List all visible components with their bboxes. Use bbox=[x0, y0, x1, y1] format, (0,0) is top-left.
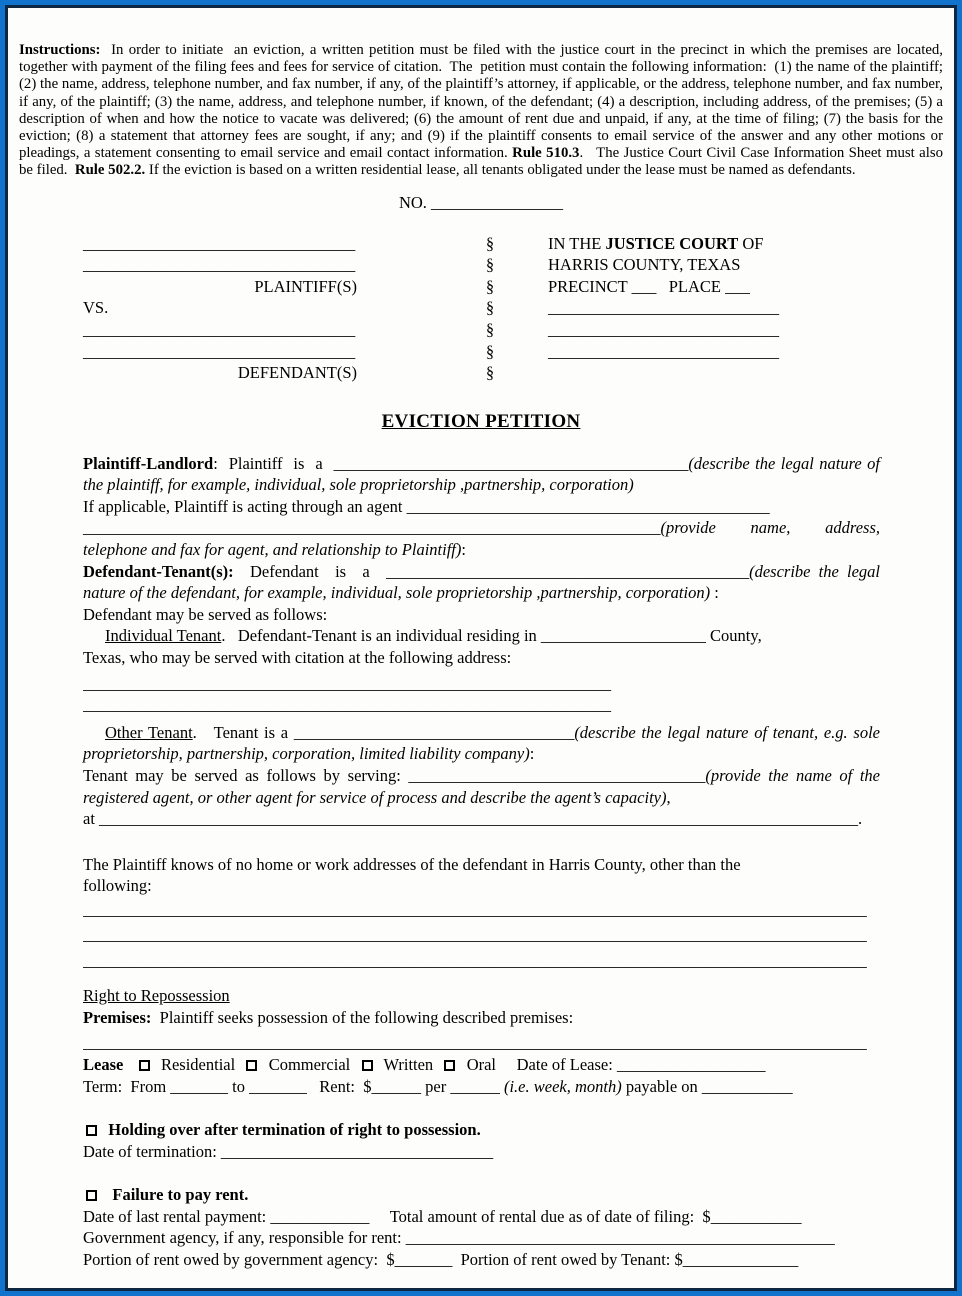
plaintiff-legal-nature-blank[interactable]: ___________________________________________ bbox=[333, 453, 689, 473]
checkbox-written[interactable] bbox=[362, 1060, 373, 1071]
section-symbol: § bbox=[485, 276, 495, 296]
text-run: (i.e. week, month) bbox=[503, 1076, 622, 1096]
text-run: Term: From bbox=[83, 1076, 171, 1096]
text-run: Other Tenant bbox=[105, 722, 193, 742]
text-run: Premises: bbox=[83, 1007, 152, 1027]
text-run: PLACE bbox=[656, 276, 726, 296]
defendant-tenant-paragraph bbox=[83, 561, 885, 626]
agent-name-blank[interactable]: ____________________________________________ bbox=[406, 496, 770, 516]
date-of-termination-line bbox=[83, 1141, 880, 1163]
section-symbol: § bbox=[485, 298, 495, 318]
court-info-blank[interactable]: ____________________________ bbox=[548, 320, 779, 339]
rent-period-blank[interactable]: ______ bbox=[450, 1076, 500, 1096]
text-run: Portion of rent owed by government agency: $ bbox=[83, 1250, 395, 1270]
text-run: Tenant may be served as follows by serving: bbox=[83, 765, 409, 785]
payable-on-blank[interactable]: ___________ bbox=[701, 1076, 793, 1096]
checkbox-oral[interactable] bbox=[444, 1060, 455, 1071]
section-symbol-column bbox=[479, 233, 501, 384]
text-run: . Tenant is a bbox=[192, 722, 294, 742]
text-run: , bbox=[666, 787, 671, 807]
text-run: to bbox=[228, 1076, 250, 1096]
caption-empty-row bbox=[548, 362, 808, 384]
precinct-number-blank[interactable]: ___ bbox=[631, 276, 657, 296]
text-run: (describe the legal nature of the defendant, for example, individual, sole proprietorship ,partnership, corporation) bbox=[83, 561, 885, 603]
last-rental-payment-line bbox=[83, 1206, 880, 1228]
text-run: NO. bbox=[398, 192, 432, 212]
court-info-blank[interactable]: ____________________________ bbox=[548, 298, 779, 318]
government-agency-blank[interactable]: ____________________________________________________ bbox=[405, 1228, 835, 1248]
precinct-place-line bbox=[548, 276, 808, 298]
defendant-legal-nature-blank[interactable]: ____________________________________________ bbox=[386, 561, 750, 581]
text-run: : bbox=[710, 583, 719, 603]
text-run: The Plaintiff knows of no home or work addresses of the defendant in Harris County, other than the bbox=[83, 854, 741, 874]
government-agency-line bbox=[83, 1227, 880, 1249]
lease-line bbox=[83, 1054, 880, 1076]
text-run: Instructions: bbox=[19, 42, 101, 58]
government-portion-blank[interactable]: _______ bbox=[394, 1250, 453, 1270]
text-run: Texas, who may be served with citation at the following address: bbox=[83, 647, 512, 667]
text-run: Commercial bbox=[260, 1054, 359, 1074]
defendant-name-blank[interactable]: _________________________________ bbox=[83, 320, 356, 339]
plaintiff-name-blank[interactable]: _________________________________ bbox=[83, 255, 356, 275]
term-to-blank[interactable]: _______ bbox=[249, 1076, 307, 1096]
text-run: (describe the legal nature of the plaintiff, for example, individual, sole proprietorship ,partnership, corporation) bbox=[83, 453, 885, 495]
other-tenant-paragraph bbox=[83, 722, 885, 830]
text-run: Written bbox=[375, 1054, 442, 1074]
text-run: . Defendant-Tenant is an individual residing in bbox=[221, 626, 541, 646]
case-number-blank[interactable]: ________________ bbox=[431, 192, 564, 212]
text-run: Defendant may be served as follows: bbox=[83, 604, 328, 624]
checkbox-holding-over[interactable] bbox=[86, 1125, 97, 1136]
known-address-blank[interactable]: _______________________________________________________________________________________________ bbox=[83, 925, 867, 945]
place-number-blank[interactable]: ___ bbox=[725, 276, 750, 296]
last-rental-payment-blank[interactable]: ____________ bbox=[270, 1206, 370, 1226]
text-run: In order to initiate an eviction, a written petition must be filed with the justice court in the precinct in which the premises are located, together with payment of the filing fees and fees for service of citation. The petition must contain the following information: (1) the name of the plaintiff; (2) the name, address, telephone number, and fax number, if any, of the plaintiff’s attorney, if applicable, or the address, telephone number, and fax number, if any, of the plaintiff; (3) the name, address, and telephone number, if known, of the defendant; (4) a description, including address, of the premises; (5) a description of when and how the notice to vacate was delivered; (6) the amount of rent due and unpaid, if any, at the time of filing; (7) the basis for the eviction; (8) a statement that attorney fees are sought, if any; and (9) if the plaintiff consents to email service of the answer and any other motions or pleadings, a statement consenting to email service and email contact information. bbox=[19, 42, 947, 162]
agent-service-address-blank[interactable]: ____________________________________________________________________________________________ bbox=[99, 809, 859, 829]
text-run: Total amount of rental due as of date of filing: $ bbox=[369, 1206, 711, 1226]
text-run: County, bbox=[705, 626, 762, 646]
text-run bbox=[100, 1120, 108, 1139]
caption-court-column bbox=[548, 233, 808, 384]
text-run: Residential bbox=[152, 1054, 244, 1074]
case-caption bbox=[19, 233, 943, 385]
checkbox-commercial[interactable] bbox=[246, 1060, 257, 1071]
term-from-blank[interactable]: _______ bbox=[170, 1076, 229, 1096]
defendant-name-blank[interactable]: _________________________________ bbox=[83, 341, 356, 361]
text-run: Right to Repossession bbox=[83, 986, 230, 1006]
text-run: Failure to pay rent. bbox=[112, 1185, 249, 1205]
text-run: : bbox=[461, 540, 466, 559]
section-symbol: § bbox=[485, 320, 495, 339]
text-run: Lease bbox=[83, 1054, 124, 1074]
text-run: Rule 510.3 bbox=[512, 145, 580, 162]
rent-portion-line bbox=[83, 1249, 880, 1271]
page-inner-border bbox=[5, 5, 957, 1291]
registered-agent-blank[interactable]: ____________________________________ bbox=[408, 765, 706, 785]
text-run: Oral Date of Lease: bbox=[458, 1054, 617, 1074]
text-run: (describe the legal nature of tenant, e.g. sole proprietorship, partnership, corporation, limited liability company) bbox=[83, 722, 885, 764]
vs-label: VS. bbox=[83, 298, 109, 318]
text-run: at bbox=[83, 809, 100, 829]
section-symbol: § bbox=[485, 255, 495, 275]
premises-description-blank[interactable]: _______________________________________________________________________________________________ bbox=[83, 1033, 867, 1053]
term-line bbox=[83, 1076, 880, 1098]
text-run: : bbox=[529, 744, 535, 764]
holding-over-line bbox=[83, 1119, 880, 1141]
section-symbol: § bbox=[485, 341, 495, 361]
individual-tenant-paragraph bbox=[83, 625, 880, 668]
text-run: per bbox=[421, 1076, 451, 1096]
page-title-text: EVICTION PETITION bbox=[381, 410, 581, 432]
text-run: . bbox=[858, 809, 863, 829]
service-address-blank[interactable]: ________________________________________________________________ bbox=[83, 695, 611, 715]
text-run: Government agency, if any, responsible for rent: bbox=[83, 1228, 406, 1248]
tenant-legal-nature-blank[interactable]: __________________________________ bbox=[293, 722, 575, 742]
text-run: : Plaintiff is a bbox=[213, 453, 334, 473]
checkbox-residential[interactable] bbox=[139, 1060, 150, 1071]
plaintiff-landlord-paragraph bbox=[83, 453, 885, 561]
service-address-blank[interactable]: ________________________________________________________________ bbox=[83, 673, 611, 693]
text-run: Defendant is a bbox=[233, 561, 387, 581]
failure-to-pay-line bbox=[83, 1184, 880, 1206]
text-run: Rule 502.2. bbox=[74, 162, 146, 179]
rent-amount-blank[interactable]: ______ bbox=[371, 1076, 422, 1096]
tenant-portion-blank[interactable]: ______________ bbox=[682, 1250, 799, 1270]
text-run: If the eviction is based on a written residential lease, all tenants obligated under the lease must be named as defendants. bbox=[145, 162, 856, 179]
page-title bbox=[19, 411, 943, 433]
text-run bbox=[123, 1055, 135, 1074]
known-address-blank[interactable]: _______________________________________________________________________________________________ bbox=[83, 950, 867, 970]
text-run: If applicable, Plaintiff is acting through an agent bbox=[83, 496, 407, 516]
section-symbol: § bbox=[485, 363, 495, 383]
text-run: JUSTICE COURT bbox=[605, 233, 739, 253]
section-symbol: § bbox=[485, 233, 495, 253]
text-run bbox=[100, 1185, 112, 1204]
total-rental-due-blank[interactable]: ___________ bbox=[710, 1206, 802, 1226]
defendants-label: DEFENDANT(S) bbox=[237, 363, 357, 383]
text-run: OF bbox=[738, 233, 764, 253]
text-run: Date of last rental payment: bbox=[83, 1206, 271, 1226]
text-run: Portion of rent owed by Tenant: $ bbox=[452, 1250, 683, 1270]
caption-parties-column bbox=[83, 233, 367, 384]
agent-details-blank[interactable]: ______________________________________________________________________ bbox=[83, 518, 661, 538]
text-run: . The Justice Court Civil Case Information Sheet must also be filed. bbox=[19, 145, 947, 179]
right-to-repossession-heading bbox=[83, 985, 880, 1007]
date-of-lease-blank[interactable]: __________________ bbox=[616, 1054, 766, 1074]
text-run: Plaintiff seeks possession of the following described premises: bbox=[151, 1007, 574, 1027]
text-run: IN THE bbox=[548, 233, 606, 253]
court-info-blank[interactable]: ____________________________ bbox=[548, 341, 779, 361]
text-run: Individual Tenant bbox=[105, 626, 222, 646]
county-line: HARRIS COUNTY, TEXAS bbox=[548, 255, 741, 275]
instructions-paragraph bbox=[19, 42, 947, 180]
case-number-line bbox=[19, 193, 943, 213]
text-run: PRECINCT bbox=[548, 276, 632, 296]
text-run: Defendant-Tenant(s): bbox=[83, 561, 234, 581]
plaintiffs-label: PLAINTIFF(S) bbox=[254, 276, 357, 296]
known-address-blank[interactable]: _______________________________________________________________________________________________ bbox=[83, 899, 867, 919]
text-run: following: bbox=[83, 876, 152, 896]
text-run: Plaintiff-Landlord bbox=[83, 453, 214, 473]
date-of-termination-blank[interactable]: _________________________________ bbox=[220, 1141, 494, 1161]
text-run: Rent: $ bbox=[306, 1076, 372, 1096]
text-run: Holding over after termination of right to possession. bbox=[108, 1120, 481, 1140]
plaintiff-name-blank[interactable]: _________________________________ bbox=[83, 233, 356, 253]
text-run: (provide the name of the registered agent, or other agent for service of process and describe the agent’s capacity) bbox=[83, 765, 885, 807]
text-run: Date of termination: bbox=[83, 1141, 221, 1161]
text-run: payable on bbox=[621, 1076, 702, 1096]
checkbox-failure-to-pay-rent[interactable] bbox=[86, 1190, 97, 1201]
county-blank[interactable]: ____________________ bbox=[540, 626, 706, 646]
known-addresses-paragraph bbox=[83, 854, 880, 897]
text-run: (provide name, address, telephone and fax for agent, and relationship to Plaintiff) bbox=[83, 518, 885, 559]
premises-paragraph bbox=[83, 1007, 880, 1029]
court-name-line bbox=[548, 233, 808, 255]
